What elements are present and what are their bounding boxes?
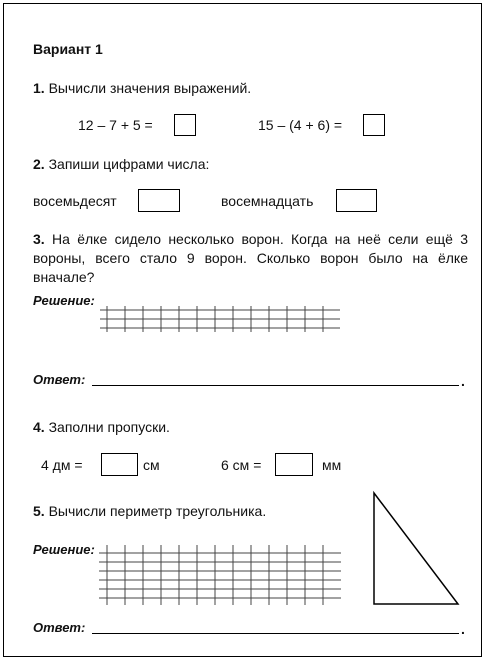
task-4-text: Заполни пропуски. (48, 419, 170, 435)
task-5-solution-label: Решение: (33, 542, 95, 557)
task-3-answer-line[interactable] (92, 385, 459, 386)
task-4-right-unit: мм (322, 457, 342, 473)
task-4-left-value: 4 дм = (41, 457, 83, 473)
task-2-number: 2. (33, 156, 45, 172)
task-3-answer-label: Ответ: (33, 372, 86, 387)
task-5-solution-grid[interactable] (97, 545, 343, 605)
task-5-heading (33, 503, 266, 520)
task-5-answer-period: . (461, 621, 465, 637)
right-triangle-figure (370, 490, 462, 608)
task-5-answer-label: Ответ: (33, 620, 86, 635)
task-5-text: Вычисли периметр треугольника. (48, 503, 267, 519)
task-2-answer-box-a[interactable] (138, 189, 180, 212)
task-3-text: На ёлке сидело несколько ворон. Когда на неё сели ещё 3 вороны, всего стало 9 ворон. Сколько ворон было на ёлке вначале? (33, 231, 468, 285)
task-4-left-unit: см (143, 457, 160, 473)
task-5-answer-line[interactable] (92, 633, 459, 634)
task-1-answer-box-a[interactable] (174, 114, 196, 136)
task-3-solution-grid[interactable] (98, 306, 342, 332)
triangle-shape (374, 493, 458, 604)
task-2-word-b: восемнадцать (221, 193, 314, 209)
task-4-number: 4. (33, 419, 45, 435)
task-1-answer-box-b[interactable] (363, 114, 385, 136)
task-2-heading (33, 156, 209, 173)
task-1-expression-b: 15 – (4 + 6) = (258, 117, 343, 133)
task-3-answer-period: . (461, 373, 465, 389)
task-2-answer-box-b[interactable] (336, 189, 377, 212)
task-2-text: Запиши цифрами числа: (48, 156, 210, 172)
task-1-heading (33, 80, 251, 97)
task-4-answer-box-a[interactable] (101, 453, 138, 476)
task-1-number: 1. (33, 80, 45, 96)
page-title: Вариант 1 (33, 41, 103, 57)
task-4-right-value: 6 см = (221, 457, 262, 473)
task-1-expression-a: 12 – 7 + 5 = (78, 117, 153, 133)
task-4-answer-box-b[interactable] (275, 453, 313, 476)
task-4-heading (33, 419, 170, 436)
task-1-text: Вычисли значения выражений. (48, 80, 252, 96)
task-3-number: 3. (33, 231, 45, 247)
task-3-solution-label: Решение: (33, 293, 95, 308)
task-2-word-a: восемьдесят (33, 193, 117, 209)
task-5-number: 5. (33, 503, 45, 519)
task-3-paragraph (33, 230, 468, 287)
